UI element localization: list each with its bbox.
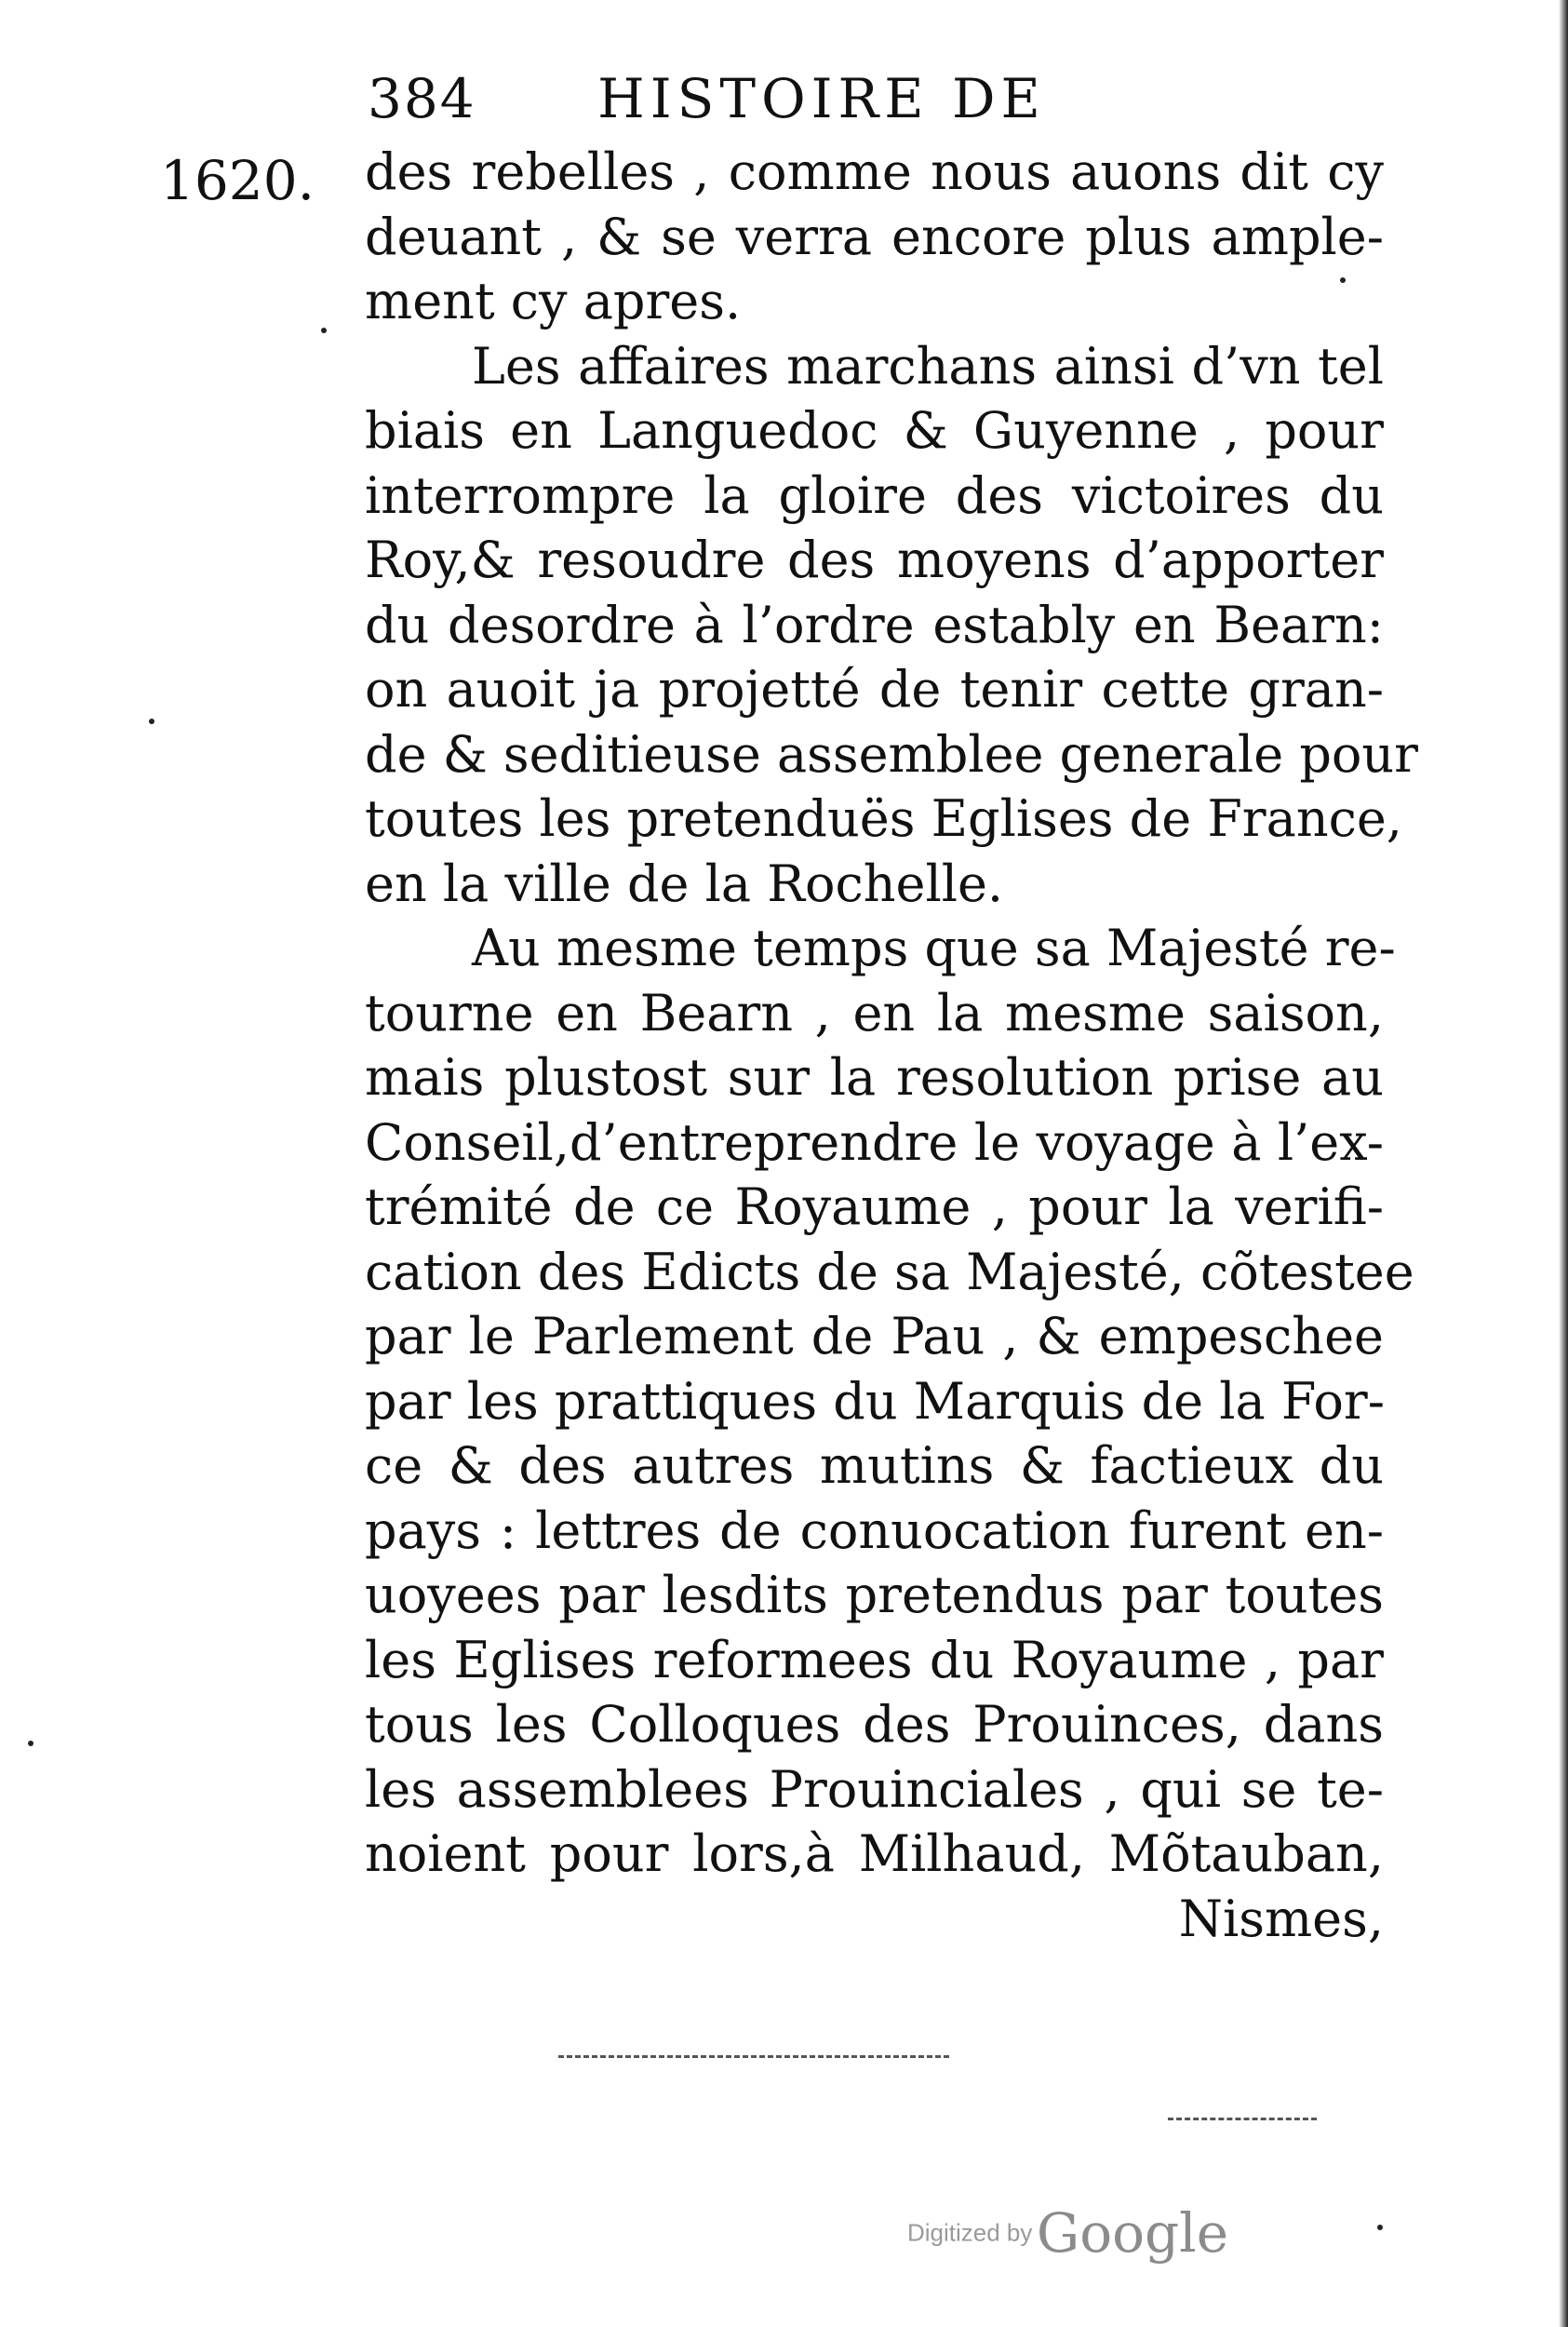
- text-line: Conseil,d’entreprendre le voyage à l’ex-: [365, 1112, 1384, 1172]
- text-line: trémité de ce Royaume , pour la verifi-: [365, 1177, 1384, 1236]
- text-line: uoyees par lesdits pretendus par toutes: [365, 1566, 1384, 1624]
- text-line: Roy,& resoudre des moyens d’apporter: [365, 531, 1384, 589]
- text-line: biais en Languedoc & Guyenne , pour: [365, 401, 1384, 460]
- text-line: par les prattiques du Marquis de la For-: [365, 1371, 1385, 1431]
- text-line: ment cy apres.: [365, 272, 742, 330]
- text-line: toutes les pretenduës Eglises de France,: [365, 789, 1402, 848]
- text-line: noient pour lors,à Milhaud, Mõtauban,: [365, 1824, 1384, 1883]
- dashed-rule: [1168, 2118, 1317, 2120]
- text-line: les assemblees Prouinciales , qui se te-: [365, 1759, 1384, 1819]
- digitized-watermark: [907, 2201, 1228, 2265]
- watermark-prefix: Digitized by: [907, 2218, 1033, 2247]
- book-spine-shadow: [1559, 0, 1568, 2327]
- text-line: cation des Edicts de sa Majesté, cõtestee: [365, 1242, 1414, 1301]
- text-line: on auoit ja projetté de tenir cette gran-: [365, 660, 1384, 719]
- text-line: tourne en Bearn , en la mesme saison,: [365, 983, 1384, 1042]
- ink-speck: [321, 328, 327, 333]
- ink-speck: [28, 1741, 34, 1746]
- ink-speck: [1340, 277, 1346, 283]
- text-line: en la ville de la Rochelle.: [365, 854, 1004, 913]
- catchword: Nismes,: [1178, 1889, 1384, 1948]
- text-line: tous les Colloques des Prouinces, dans: [365, 1695, 1384, 1754]
- text-line: pays : lettres de conuocation furent en-: [365, 1500, 1384, 1560]
- text-line: du desordre à l’ordre estably en Bearn:: [365, 595, 1384, 654]
- google-logo: Google: [1036, 2201, 1229, 2265]
- text-line: Au mesme temps que sa Majesté re-: [472, 919, 1396, 977]
- ink-speck: [1377, 2225, 1383, 2230]
- page-number: 384: [368, 67, 476, 130]
- body-text: [365, 140, 1418, 1951]
- ink-speck: [149, 719, 154, 724]
- text-line: les Eglises reformees du Royaume , par: [365, 1630, 1384, 1689]
- text-line: des rebelles , comme nous auons dit cy: [365, 142, 1384, 201]
- running-head: [368, 67, 1046, 130]
- text-line: Les affaires marchans ainsi d’vn tel: [472, 336, 1384, 396]
- dashed-rule: [558, 2055, 949, 2058]
- margin-year: 1620.: [160, 149, 315, 212]
- text-line: ce & des autres mutins & factieux du: [365, 1436, 1384, 1495]
- text-line: par le Parlement de Pau , & empeschee: [365, 1307, 1384, 1365]
- text-line: mais plustost sur la resolution prise au: [365, 1048, 1384, 1107]
- text-line: de & seditieuse assemblee generale pour: [365, 724, 1418, 784]
- text-line: deuant , & se verra encore plus ample-: [365, 207, 1384, 266]
- running-title: HISTOIRE DE: [597, 67, 1046, 130]
- text-line: interrompre la gloire des victoires du: [365, 465, 1384, 525]
